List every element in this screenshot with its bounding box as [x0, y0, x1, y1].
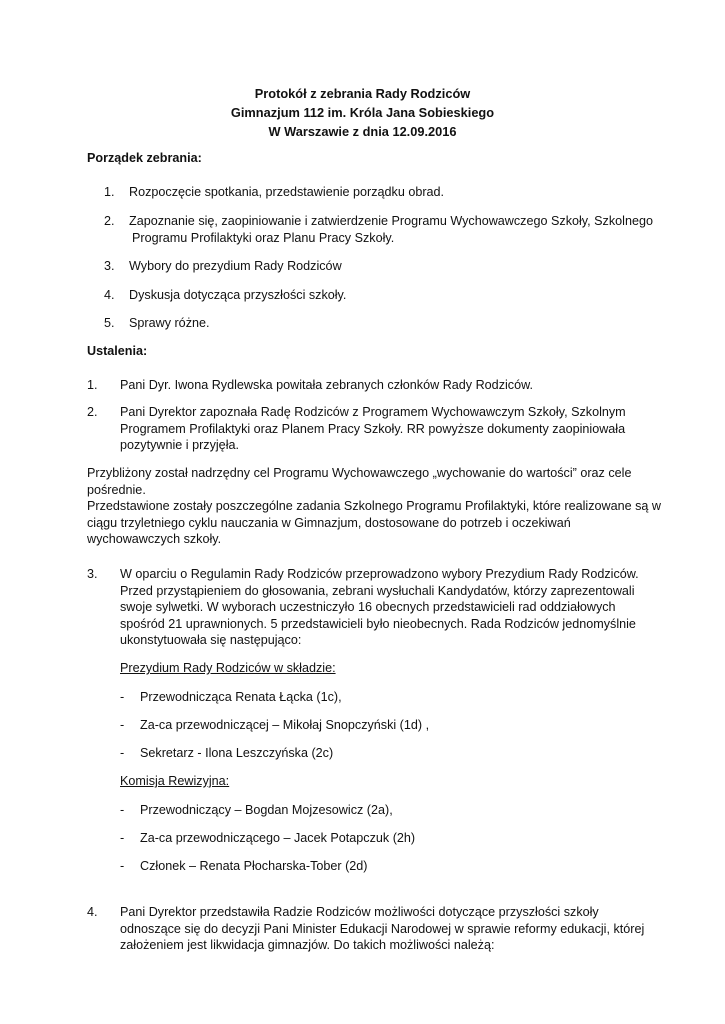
presidium-member: Sekretarz - Ilona Leszczyńska (2c)	[140, 746, 334, 760]
resolution-text: pozytywnie i przyjęła.	[120, 438, 239, 452]
agenda-item-text: Rozpoczęcie spotkania, przedstawienie porządku obrad.	[129, 185, 445, 199]
agenda-item-number: 1.	[104, 185, 115, 199]
agenda-heading: Porządek zebrania:	[87, 151, 202, 165]
audit-member: Członek – Renata Płocharska-Tober (2d)	[140, 859, 368, 873]
agenda-item-number: 4.	[104, 288, 115, 302]
meeting-date: W Warszawie z dnia 12.09.2016	[268, 124, 457, 139]
list-dash: -	[120, 690, 125, 704]
list-dash: -	[120, 803, 125, 817]
list-dash: -	[120, 831, 125, 845]
list-dash: -	[120, 718, 125, 732]
resolution-text: Pani Dyrektor przedstawiła Radzie Rodziców możliwości dotyczące przyszłości szkoły	[120, 905, 599, 919]
agenda-item-text: Sprawy różne.	[129, 316, 210, 330]
resolution-number: 1.	[87, 378, 98, 392]
paragraph-line: Przybliżony został nadrzędny cel Programu Wychowawczego „wychowanie do wartości” oraz cele	[87, 466, 632, 480]
audit-committee-heading: Komisja Rewizyjna:	[120, 774, 230, 788]
resolution-text: Pani Dyrektor zapoznała Radę Rodziców z Programem Wychowawczym Szkoły, Szkolnym	[120, 405, 626, 419]
audit-member: Za-ca przewodniczącego – Jacek Potapczuk (2h)	[140, 831, 416, 845]
agenda-item-text: Zapoznanie się, zaopiniowanie i zatwierdzenie Programu Wychowawczego Szkoły, Szkolnego	[129, 214, 653, 228]
list-dash: -	[120, 859, 125, 873]
agenda-item-number: 5.	[104, 316, 115, 330]
resolution-text: W oparciu o Regulamin Rady Rodziców przeprowadzono wybory Prezydium Rady Rodziców.	[120, 567, 639, 581]
paragraph-line: Przedstawione zostały poszczególne zadania Szkolnego Programu Profilaktyki, które realizowane są w	[87, 499, 662, 513]
agenda-item-text: Dyskusja dotycząca przyszłości szkoły.	[129, 288, 347, 302]
resolution-number: 3.	[87, 567, 98, 581]
list-dash: -	[120, 746, 125, 760]
school-name: Gimnazjum 112 im. Króla Jana Sobieskiego	[230, 105, 495, 120]
resolution-text: Pani Dyr. Iwona Rydlewska powitała zebranych członków Rady Rodziców.	[120, 378, 533, 392]
resolution-text: odnoszące się do decyzji Pani Minister Edukacji Narodowej w sprawie reformy edukacji, której	[120, 922, 645, 936]
resolution-text: Programem Profilaktyki oraz Planem Pracy Szkoły. RR powyższe dokumenty zaopiniowała	[120, 422, 626, 436]
presidium-heading: Prezydium Rady Rodziców w składzie:	[120, 661, 336, 675]
document-title: Protokół z zebrania Rady Rodziców	[254, 86, 471, 101]
paragraph-line: ciągu trzyletniego cyklu nauczania w Gimnazjum, dostosowane do potrzeb i oczekiwań	[87, 516, 571, 530]
paragraph-line: wychowawczych szkoły.	[87, 532, 222, 546]
resolution-number: 2.	[87, 405, 98, 419]
agenda-item-number: 2.	[104, 214, 115, 228]
agenda-item-number: 3.	[104, 259, 115, 273]
resolution-text: Przed przystąpieniem do głosowania, zebrani wysłuchali Kandydatów, którzy zaprezentowali	[120, 584, 635, 598]
resolution-number: 4.	[87, 905, 98, 919]
agenda-item-text: Programu Profilaktyki oraz Planu Pracy Szkoły.	[132, 231, 395, 245]
resolution-text: swoje sylwetki. W wyborach uczestniczyło 16 obecnych przedstawicieli rad oddziałowych	[120, 600, 616, 614]
resolution-text: spośród 21 uprawnionych. 5 przedstawicieli było nieobecnych. Rada Rodziców jednomyślnie	[120, 617, 636, 631]
resolutions-heading: Ustalenia:	[87, 344, 148, 358]
audit-member: Przewodniczący – Bogdan Mojzesowicz (2a),	[140, 803, 393, 817]
presidium-member: Przewodnicząca Renata Łącka (1c),	[140, 690, 342, 704]
agenda-item-text: Wybory do prezydium Rady Rodziców	[129, 259, 342, 273]
presidium-member: Za-ca przewodniczącej – Mikołaj Snopczyński (1d) ,	[140, 718, 430, 732]
resolution-text: ukonstytuowała się następująco:	[120, 633, 302, 647]
paragraph-line: pośrednie.	[87, 483, 146, 497]
resolution-text: założeniem jest likwidacja gimnazjów. Do takich możliwości należą:	[120, 938, 495, 952]
